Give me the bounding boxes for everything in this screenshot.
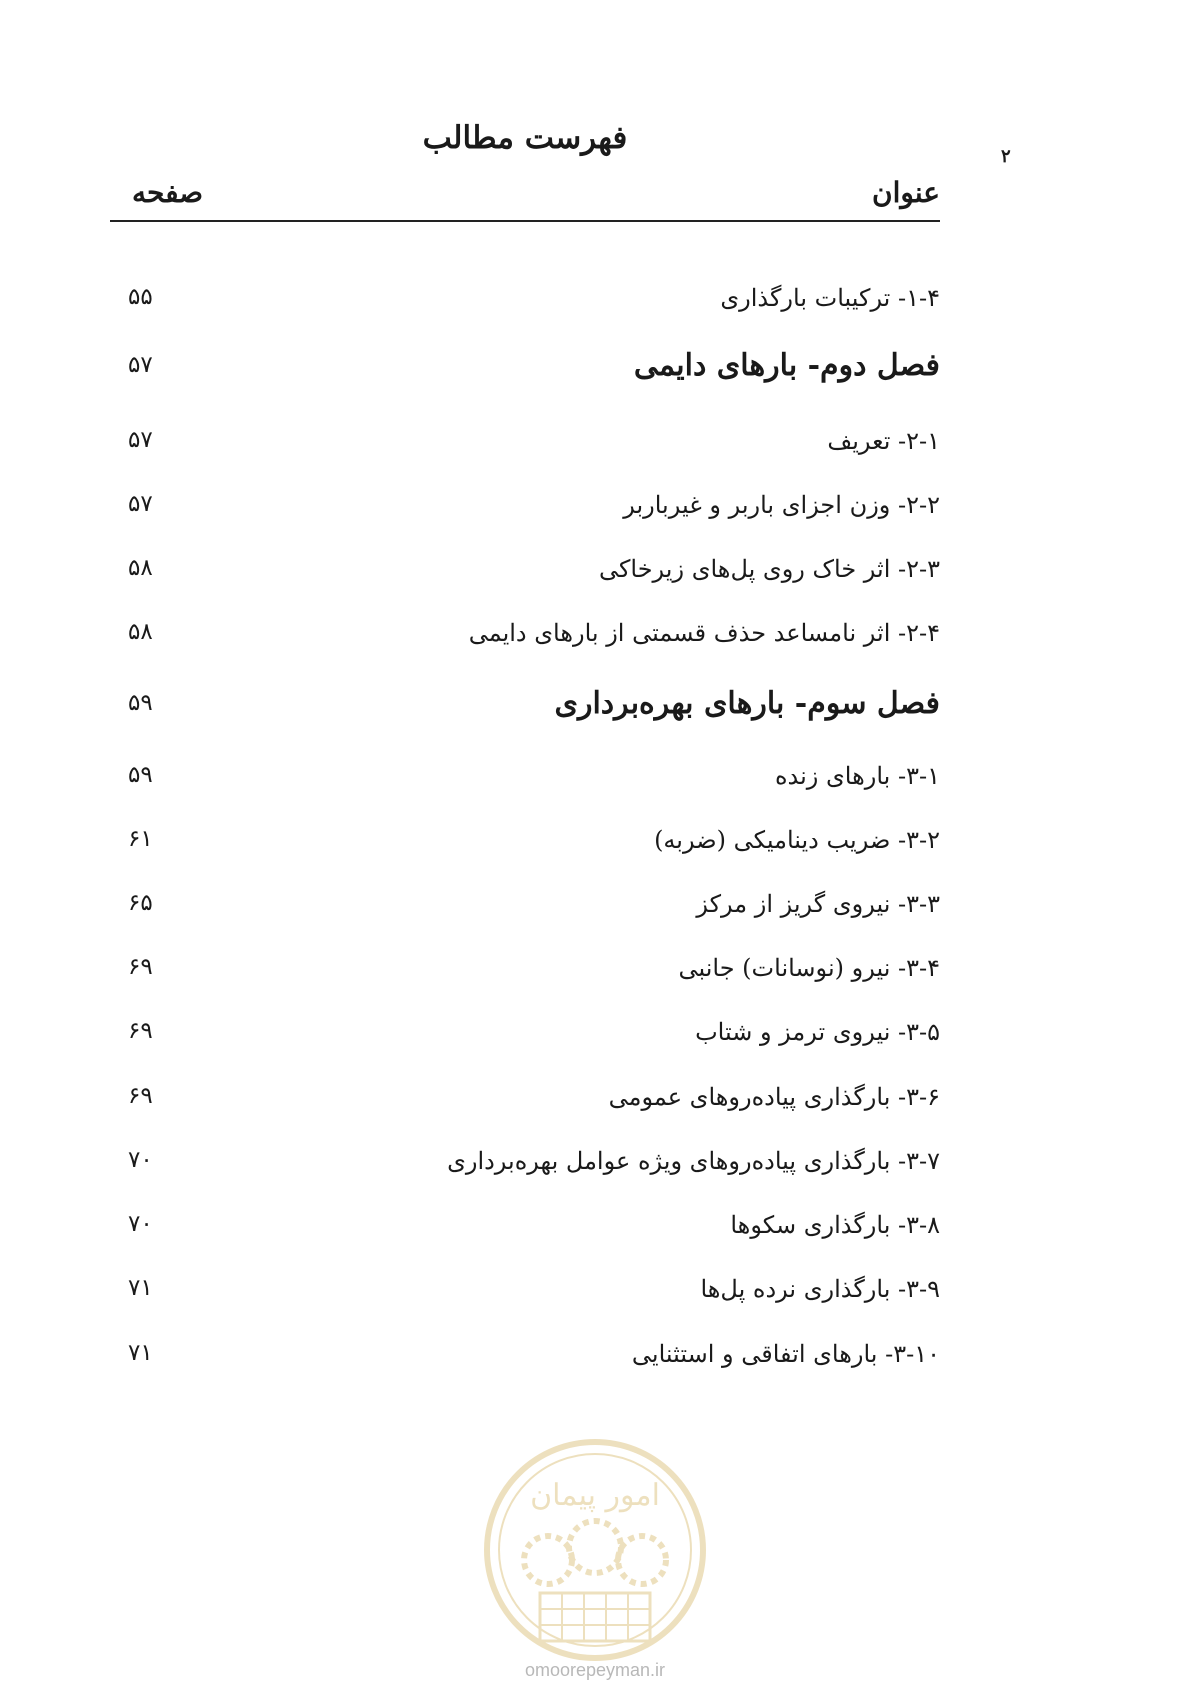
- page-number: ۶۹: [128, 954, 153, 980]
- section-title: ۳-۲- ضریب دینامیکی (ضربه): [654, 826, 940, 854]
- section-title: ۳-۸- بارگذاری سکوها: [730, 1211, 940, 1239]
- page-number: ۷۱: [128, 1340, 153, 1366]
- section-title: ۲-۱- تعریف: [827, 427, 940, 455]
- section-title: ۲-۲- وزن اجزای باربر و غیرباربر: [623, 491, 940, 519]
- toc-chapter-row: [110, 686, 940, 730]
- page-number: ۶۹: [128, 1018, 153, 1044]
- page-number: ۵۷: [128, 491, 153, 517]
- section-title: ۳-۷- بارگذاری پیاده‌روهای ویژه عوامل بهره‌برداری: [447, 1147, 940, 1175]
- section-title: ۳-۱- بارهای زنده: [774, 762, 940, 790]
- page-marker: ۲: [1001, 146, 1011, 167]
- toc-section-row: [110, 284, 940, 324]
- toc-section-row: [110, 954, 940, 994]
- section-title: ۳-۳- نیروی گریز از مرکز: [696, 890, 940, 918]
- section-title: ۳-۴- نیرو (نوسانات) جانبی: [678, 954, 940, 982]
- section-title: ۲-۳- اثر خاک روی پل‌های زیرخاکی: [598, 555, 940, 583]
- toc-section-row: [110, 890, 940, 930]
- toc-section-row: [110, 1211, 940, 1251]
- section-title: ۱-۴- ترکیبات بارگذاری: [720, 284, 940, 312]
- toc-section-row: [110, 619, 940, 659]
- page-number: ۷۰: [128, 1211, 153, 1237]
- page-number: ۵۵: [128, 284, 153, 310]
- section-title: ۲-۴- اثر نامساعد حذف قسمتی از بارهای دایمی: [468, 619, 940, 647]
- page-number: ۵۸: [128, 555, 153, 581]
- section-title: ۳-۹- بارگذاری نرده پل‌ها: [700, 1275, 940, 1303]
- page-number: ۵۹: [128, 690, 153, 716]
- watermark-url: omoorepeyman.ir: [524, 1660, 666, 1680]
- header-page-column: صفحه: [132, 176, 204, 209]
- page-number: ۵۸: [128, 619, 153, 645]
- section-title: ۳-۱۰- بارهای اتفاقی و استثنایی: [631, 1340, 940, 1368]
- section-title: ۳-۶- بارگذاری پیاده‌روهای عمومی: [608, 1083, 940, 1111]
- chapter-title: فصل دوم- بارهای دایمی: [633, 348, 940, 383]
- toc-section-row: [110, 427, 940, 467]
- header-title-column: عنوان: [872, 176, 940, 209]
- toc-section-row: [110, 1083, 940, 1123]
- watermark-logo: [480, 1435, 710, 1665]
- page-number: ۶۵: [128, 890, 153, 916]
- page-number: ۵۹: [128, 762, 153, 788]
- page-number: ۷۱: [128, 1275, 153, 1301]
- watermark-logo-text: امور پیمان: [530, 1478, 660, 1513]
- toc-chapter-row: [110, 348, 940, 392]
- toc-section-row: [110, 555, 940, 595]
- page-number: ۵۷: [128, 352, 153, 378]
- page-number: ۵۷: [128, 427, 153, 453]
- toc-section-row: [110, 1147, 940, 1187]
- chapter-title: فصل سوم- بارهای بهره‌برداری: [554, 686, 940, 721]
- toc-section-row: [110, 1275, 940, 1315]
- toc-header: [110, 176, 940, 222]
- page-number: ۷۰: [128, 1147, 153, 1173]
- page-number: ۶۱: [128, 826, 153, 852]
- toc-title: فهرست مطالب: [422, 120, 628, 156]
- toc-section-row: [110, 762, 940, 802]
- page-number: ۶۹: [128, 1083, 153, 1109]
- toc-section-row: [110, 1340, 940, 1380]
- toc-section-row: [110, 826, 940, 866]
- toc-section-row: [110, 1018, 940, 1058]
- toc-section-row: [110, 491, 940, 531]
- section-title: ۳-۵- نیروی ترمز و شتاب: [695, 1018, 940, 1046]
